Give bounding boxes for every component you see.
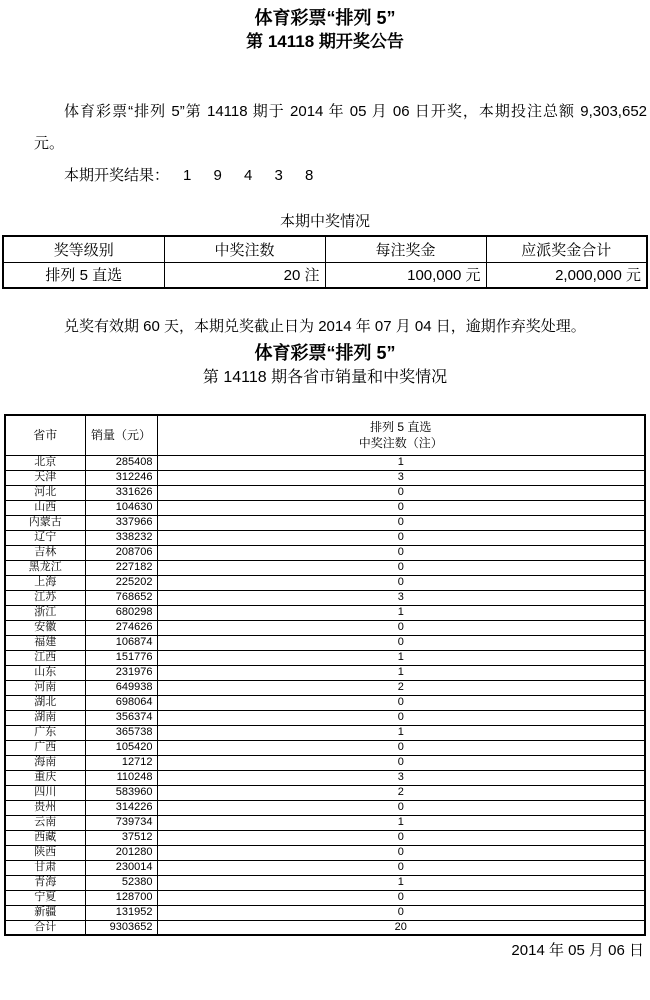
sales-cell: 37512 <box>85 830 157 845</box>
table-row <box>5 650 645 665</box>
province-cell: 广东 <box>5 725 85 740</box>
table-row <box>5 725 645 740</box>
sales-cell: 314226 <box>85 800 157 815</box>
table-row <box>5 635 645 650</box>
province-table-header-row <box>5 415 645 455</box>
table-row <box>5 785 645 800</box>
province-table <box>4 414 646 936</box>
prize-count-header-line1: 排列 5 直选 <box>370 420 432 435</box>
table-row <box>5 545 645 560</box>
province-cell: 宁夏 <box>5 890 85 905</box>
province-cell: 黑龙江 <box>5 560 85 575</box>
count-cell: 0 <box>157 860 645 875</box>
count-cell: 0 <box>157 560 645 575</box>
table-row <box>5 890 645 905</box>
sales-cell: 131952 <box>85 905 157 920</box>
sales-cell: 649938 <box>85 680 157 695</box>
sales-cell: 106874 <box>85 635 157 650</box>
table-row <box>5 920 645 935</box>
prize-level-cell: 排列 5 直选 <box>3 262 164 288</box>
province-cell: 重庆 <box>5 770 85 785</box>
table-row <box>5 815 645 830</box>
count-cell: 0 <box>157 830 645 845</box>
sales-cell: 201280 <box>85 845 157 860</box>
sales-cell: 12712 <box>85 755 157 770</box>
count-cell: 1 <box>157 815 645 830</box>
prize-total-cell: 2,000,000 元 <box>486 262 647 288</box>
province-cell: 西藏 <box>5 830 85 845</box>
province-cell: 北京 <box>5 455 85 470</box>
prize-amount-cell: 100,000 元 <box>325 262 486 288</box>
table-row <box>5 830 645 845</box>
province-cell: 吉林 <box>5 545 85 560</box>
count-cell: 1 <box>157 650 645 665</box>
table-row <box>5 800 645 815</box>
table-row <box>5 710 645 725</box>
table-row <box>5 560 645 575</box>
count-cell: 1 <box>157 665 645 680</box>
count-cell: 0 <box>157 800 645 815</box>
sales-cell: 52380 <box>85 875 157 890</box>
province-cell: 海南 <box>5 755 85 770</box>
prize-count-cell: 20 注 <box>164 262 325 288</box>
table-row <box>5 530 645 545</box>
sales-cell: 128700 <box>85 890 157 905</box>
result-line <box>34 161 650 190</box>
count-cell: 0 <box>157 710 645 725</box>
province-cell: 广西 <box>5 740 85 755</box>
province-cell: 山东 <box>5 665 85 680</box>
count-cell: 0 <box>157 545 645 560</box>
sales-cell: 337966 <box>85 515 157 530</box>
province-header: 省市 <box>5 415 85 455</box>
count-cell: 0 <box>157 695 645 710</box>
province-table-body <box>5 455 645 935</box>
sales-header: 销量（元） <box>85 415 157 455</box>
table-row <box>5 695 645 710</box>
sales-cell: 110248 <box>85 770 157 785</box>
province-cell: 新疆 <box>5 905 85 920</box>
winning-numbers: 1 9 4 3 8 <box>183 167 323 184</box>
prize-count-header-line2: 中奖注数（注） <box>358 436 443 451</box>
sales-cell: 583960 <box>85 785 157 800</box>
table-row <box>5 665 645 680</box>
province-cell: 甘肃 <box>5 860 85 875</box>
count-cell: 20 <box>157 920 645 935</box>
province-section-title-line2: 第 14118 期各省市销量和中奖情况 <box>202 369 448 386</box>
page-title-line1: 体育彩票“排列 5” <box>254 8 396 28</box>
result-label: 本期开奖结果： <box>64 167 170 184</box>
table-row <box>5 680 645 695</box>
count-cell: 0 <box>157 755 645 770</box>
table-row <box>5 470 645 485</box>
prize-table-header-row <box>3 236 647 262</box>
province-cell: 江西 <box>5 650 85 665</box>
prize-header-amount: 每注奖金 <box>325 236 486 262</box>
sales-cell: 104630 <box>85 500 157 515</box>
table-row <box>5 905 645 920</box>
table-row <box>5 620 645 635</box>
sales-cell: 225202 <box>85 575 157 590</box>
province-cell: 河南 <box>5 680 85 695</box>
table-row <box>5 575 645 590</box>
count-cell: 0 <box>157 515 645 530</box>
sales-cell: 356374 <box>85 710 157 725</box>
sales-cell: 227182 <box>85 560 157 575</box>
table-row <box>5 485 645 500</box>
document-date: 2014 年 05 月 06 日 <box>511 942 644 959</box>
province-cell: 安徽 <box>5 620 85 635</box>
prize-header-count: 中奖注数 <box>164 236 325 262</box>
count-cell: 0 <box>157 530 645 545</box>
province-cell: 湖南 <box>5 710 85 725</box>
province-cell: 浙江 <box>5 605 85 620</box>
page-title-line2: 第 14118 期开奖公告 <box>246 32 404 51</box>
count-cell: 0 <box>157 575 645 590</box>
prize-table-data-row <box>3 262 647 288</box>
sales-cell: 365738 <box>85 725 157 740</box>
table-row <box>5 770 645 785</box>
redeem-paragraph: 兑奖有效期 60 天，本期兑奖截止日为 2014 年 07 月 04 日，逾期作弃奖处理。 <box>64 318 586 335</box>
sales-cell: 230014 <box>85 860 157 875</box>
province-cell: 青海 <box>5 875 85 890</box>
count-cell: 2 <box>157 785 645 800</box>
count-cell: 0 <box>157 740 645 755</box>
count-cell: 3 <box>157 590 645 605</box>
province-cell: 合计 <box>5 920 85 935</box>
province-cell: 四川 <box>5 785 85 800</box>
prize-header-total: 应派奖金合计 <box>486 236 647 262</box>
sales-cell: 338232 <box>85 530 157 545</box>
province-cell: 天津 <box>5 470 85 485</box>
table-row <box>5 845 645 860</box>
province-cell: 辽宁 <box>5 530 85 545</box>
count-cell: 1 <box>157 455 645 470</box>
table-row <box>5 590 645 605</box>
sales-cell: 331626 <box>85 485 157 500</box>
sales-cell: 9303652 <box>85 920 157 935</box>
table-row <box>5 455 645 470</box>
intro-paragraph: 体育彩票“排列 5”第 14118 期于 2014 年 05 月 06 日开奖，本期投注总额 9,303,652 元。 <box>34 103 647 152</box>
sales-cell: 231976 <box>85 665 157 680</box>
sales-cell: 768652 <box>85 590 157 605</box>
sales-cell: 680298 <box>85 605 157 620</box>
count-cell: 0 <box>157 500 645 515</box>
province-cell: 贵州 <box>5 800 85 815</box>
count-cell: 1 <box>157 875 645 890</box>
table-row <box>5 515 645 530</box>
province-cell: 云南 <box>5 815 85 830</box>
sales-cell: 105420 <box>85 740 157 755</box>
prize-header-level: 奖等级别 <box>3 236 164 262</box>
province-cell: 福建 <box>5 635 85 650</box>
sales-cell: 739734 <box>85 815 157 830</box>
table-row <box>5 500 645 515</box>
province-section-title-line1: 体育彩票“排列 5” <box>254 343 396 363</box>
prize-table <box>2 235 648 289</box>
count-cell: 2 <box>157 680 645 695</box>
count-cell: 0 <box>157 485 645 500</box>
table-row <box>5 875 645 890</box>
province-cell: 湖北 <box>5 695 85 710</box>
sales-cell: 312246 <box>85 470 157 485</box>
province-cell: 上海 <box>5 575 85 590</box>
prize-table-title: 本期中奖情况 <box>279 213 370 230</box>
sales-cell: 274626 <box>85 620 157 635</box>
prize-count-header <box>157 415 645 455</box>
count-cell: 1 <box>157 725 645 740</box>
table-row <box>5 605 645 620</box>
count-cell: 0 <box>157 890 645 905</box>
count-cell: 0 <box>157 635 645 650</box>
count-cell: 3 <box>157 470 645 485</box>
count-cell: 1 <box>157 605 645 620</box>
table-row <box>5 740 645 755</box>
table-row <box>5 755 645 770</box>
province-cell: 山西 <box>5 500 85 515</box>
sales-cell: 151776 <box>85 650 157 665</box>
sales-cell: 208706 <box>85 545 157 560</box>
count-cell: 0 <box>157 620 645 635</box>
sales-cell: 285408 <box>85 455 157 470</box>
count-cell: 3 <box>157 770 645 785</box>
province-cell: 河北 <box>5 485 85 500</box>
province-cell: 内蒙古 <box>5 515 85 530</box>
table-row <box>5 860 645 875</box>
sales-cell: 698064 <box>85 695 157 710</box>
province-cell: 陕西 <box>5 845 85 860</box>
count-cell: 0 <box>157 845 645 860</box>
province-cell: 江苏 <box>5 590 85 605</box>
count-cell: 0 <box>157 905 645 920</box>
